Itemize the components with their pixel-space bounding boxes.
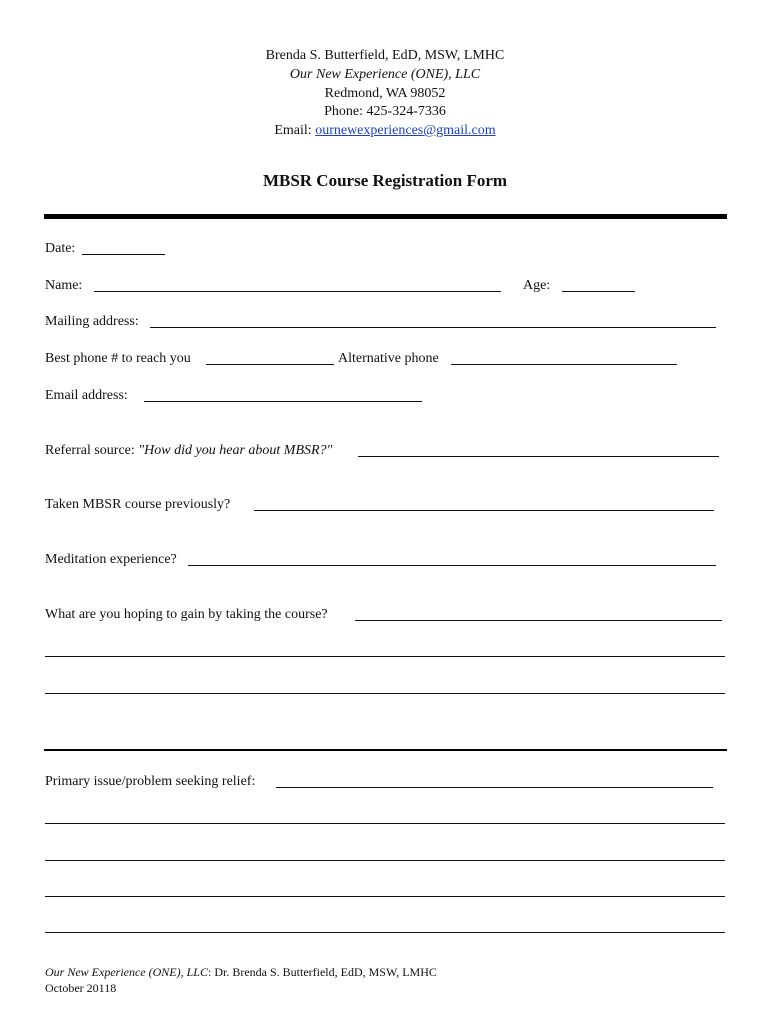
primary-issue-field[interactable] <box>276 787 713 788</box>
email-link[interactable]: ournewexperiences@gmail.com <box>315 123 496 138</box>
primary-issue-line-2[interactable] <box>45 823 725 824</box>
email-address-field[interactable] <box>144 401 422 402</box>
taken-previously-field[interactable] <box>254 510 714 511</box>
meditation-label: Meditation experience? <box>45 552 177 567</box>
primary-issue-label: Primary issue/problem seeking relief: <box>45 774 256 789</box>
meditation-field[interactable] <box>188 565 716 566</box>
alt-phone-field[interactable] <box>451 364 677 365</box>
referral-question: "How did you hear about MBSR?" <box>138 443 333 458</box>
form-title: MBSR Course Registration Form <box>262 171 508 190</box>
referral-label <box>45 442 332 460</box>
footer-author: : Dr. Brenda S. Butterfield, EdD, MSW, LMHC <box>207 965 437 979</box>
footer-line <box>45 964 437 980</box>
primary-issue-line-3[interactable] <box>45 860 725 861</box>
age-label: Age: <box>523 278 551 293</box>
date-label: Date: <box>45 241 76 256</box>
name-label: Name: <box>45 278 83 293</box>
referral-prefix: Referral source: <box>45 443 139 458</box>
hoping-line-3[interactable] <box>45 693 725 694</box>
primary-issue-line-5[interactable] <box>45 932 725 933</box>
top-divider <box>44 214 727 219</box>
primary-issue-line-4[interactable] <box>45 896 725 897</box>
date-field[interactable] <box>82 254 165 255</box>
best-phone-field[interactable] <box>206 364 334 365</box>
alt-phone-label: Alternative phone <box>338 351 439 366</box>
email-line <box>0 122 770 140</box>
phone-line: Phone: 425-324-7336 <box>324 104 446 119</box>
mailing-address-label: Mailing address: <box>45 314 139 329</box>
email-address-label: Email address: <box>45 388 128 403</box>
referral-field[interactable] <box>358 456 719 457</box>
mailing-address-field[interactable] <box>150 327 716 328</box>
city-line: Redmond, WA 98052 <box>324 86 446 101</box>
section-divider <box>44 749 727 751</box>
hoping-line-2[interactable] <box>45 656 725 657</box>
name-field[interactable] <box>94 291 501 292</box>
hoping-field[interactable] <box>355 620 722 621</box>
email-label: Email: <box>274 123 316 138</box>
organization-name: Our New Experience (ONE), LLC <box>289 67 481 82</box>
best-phone-label: Best phone # to reach you <box>45 351 191 366</box>
footer-date: October 20118 <box>45 981 117 995</box>
age-field[interactable] <box>562 291 635 292</box>
author-name: Brenda S. Butterfield, EdD, MSW, LMHC <box>265 48 505 63</box>
footer-org: Our New Experience (ONE), LLC <box>45 965 208 979</box>
hoping-label: What are you hoping to gain by taking the course? <box>45 607 328 622</box>
taken-previously-label: Taken MBSR course previously? <box>45 497 231 512</box>
